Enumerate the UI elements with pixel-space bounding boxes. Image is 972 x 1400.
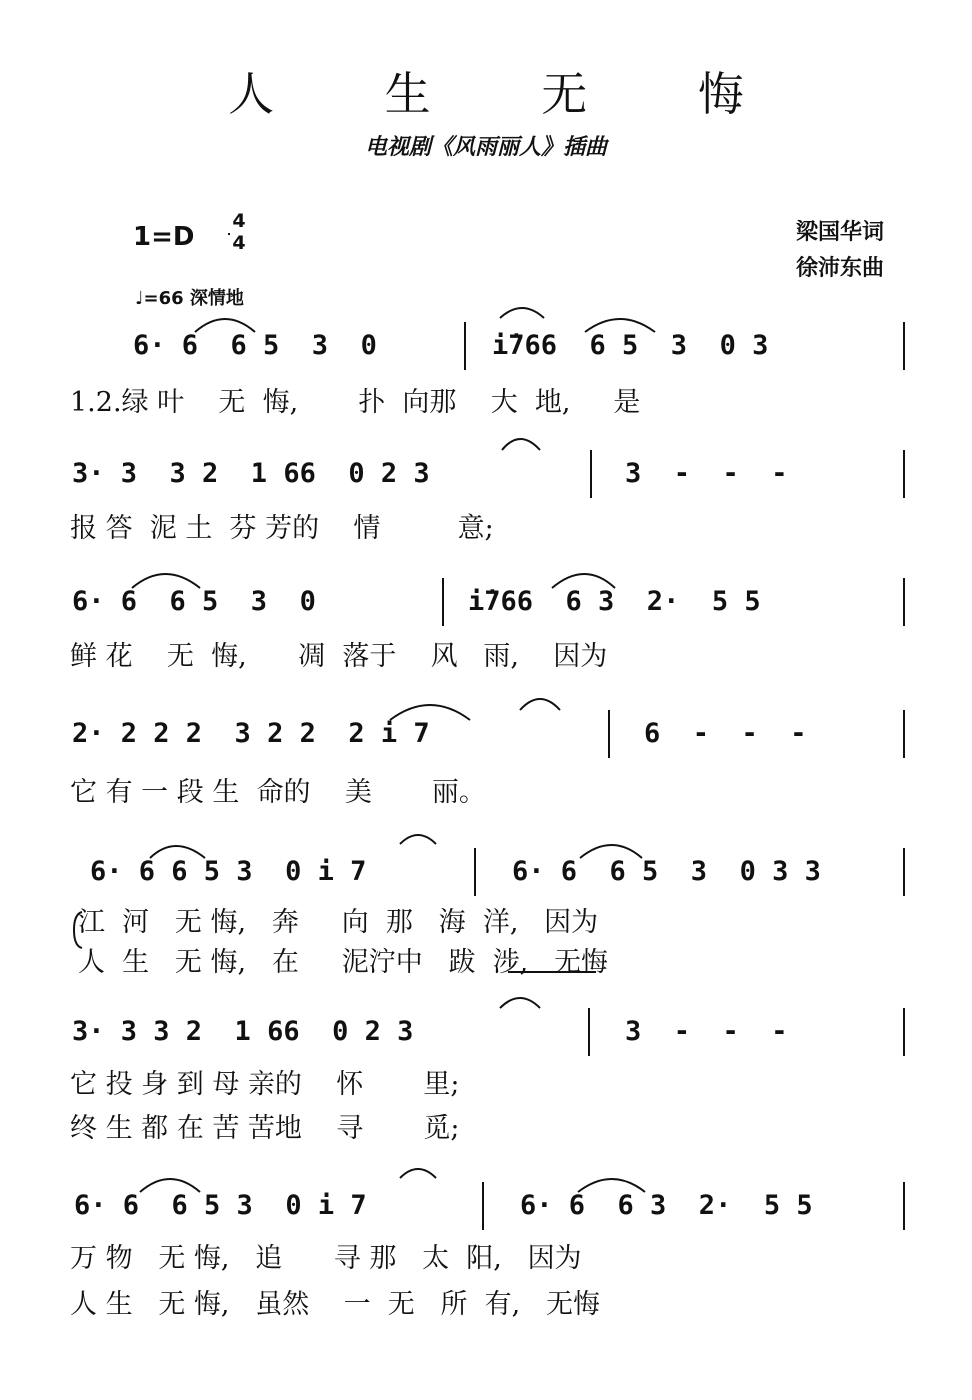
notes-right: i̇766 6 5 3 0 3 [492,330,769,361]
tempo-marking: ♩=66 深情地 [135,288,244,309]
bar-line [474,848,476,896]
notes-right: 6· 6 6 3 2· 5 5 [520,1190,813,1221]
bar-line [608,710,610,758]
credits [796,214,884,286]
lyric-verse-2: 终 生 都 在 苦 苦地 寻 觅; [70,1113,460,1144]
slur [500,998,540,1008]
notes-left: 6· 6 6 5 3 0 i 7 [90,856,367,887]
lyric-line: 1.2.绿 叶 无 悔, 扑 向那 大 地, 是 [70,387,641,418]
bar-line [442,578,444,626]
lyric-line: 它 有 一 段 生 命的 美 丽。 [70,777,486,808]
lyricist: 梁国华词 [796,219,885,245]
notes-right: 6· 6 6 5 3 0 3 3 [512,856,821,887]
lyric-line: 鲜 花 无 悔, 凋 落于 风 雨, 因为 [70,641,608,672]
bar-line [590,450,592,498]
lyric-verse-1: 万 物 无 悔, 追 寻 那 太 阳, 因为 [70,1243,582,1274]
notes-left: 3· 3 3 2 1 66 0 2 3 [72,458,430,489]
notes-right: i̇766 6 3 2· 5 5 [468,586,761,617]
bar-line [903,1008,905,1056]
song-subtitle: 电视剧《风雨丽人》插曲 [364,134,607,160]
time-signature-bottom: 4 [232,232,246,254]
notes-right: 3 - - - [625,458,788,489]
bar-line [588,1008,590,1056]
bar-line [903,848,905,896]
song-title: 人 生 无 悔 [228,67,792,121]
slur [400,835,436,844]
lyric-verse-1: 江 河 无 悔, 奔 向 那 海 洋, 因为 [78,907,599,938]
notes-left: 6· 6 6 5 3 0 [72,586,316,617]
time-signature-top: 4 [232,210,246,232]
slur [400,1169,436,1178]
bar-line [903,450,905,498]
lyric-verse-2: 人 生 无 悔, 虽然 一 无 所 有, 无悔 [70,1289,600,1320]
lyric-verse-1: 它 投 身 到 母 亲的 怀 里; [70,1069,460,1100]
slur [502,439,540,450]
notes-right: 6 - - - [644,718,807,749]
composer: 徐沛东曲 [796,255,885,281]
lyric-line: 报 答 泥 土 芬 芳的 情 意; [70,513,494,544]
key-signature: 1=D [133,222,195,252]
slur [500,308,544,318]
notes-left: 6· 6 6 5 3 0 i 7 [74,1190,367,1221]
bar-line [464,322,466,370]
notes-left: 2· 2 2 2 3 2 2 2 i 7 [72,718,430,749]
notes-left: 6· 6 6 5 3 0 [133,330,377,361]
bar-line [903,710,905,758]
time-signature [228,210,250,254]
lyric-verse-2: 人 生 无 悔, 在 泥泞中 跋 涉, 无悔 [78,947,608,978]
bar-line [903,578,905,626]
notes-right: 3 - - - [625,1016,788,1047]
slur [520,699,560,710]
notes-left: 3· 3 3 2 1 66 0 2 3 [72,1016,414,1047]
bar-line [482,1182,484,1230]
bar-line [903,1182,905,1230]
bar-line [903,322,905,370]
